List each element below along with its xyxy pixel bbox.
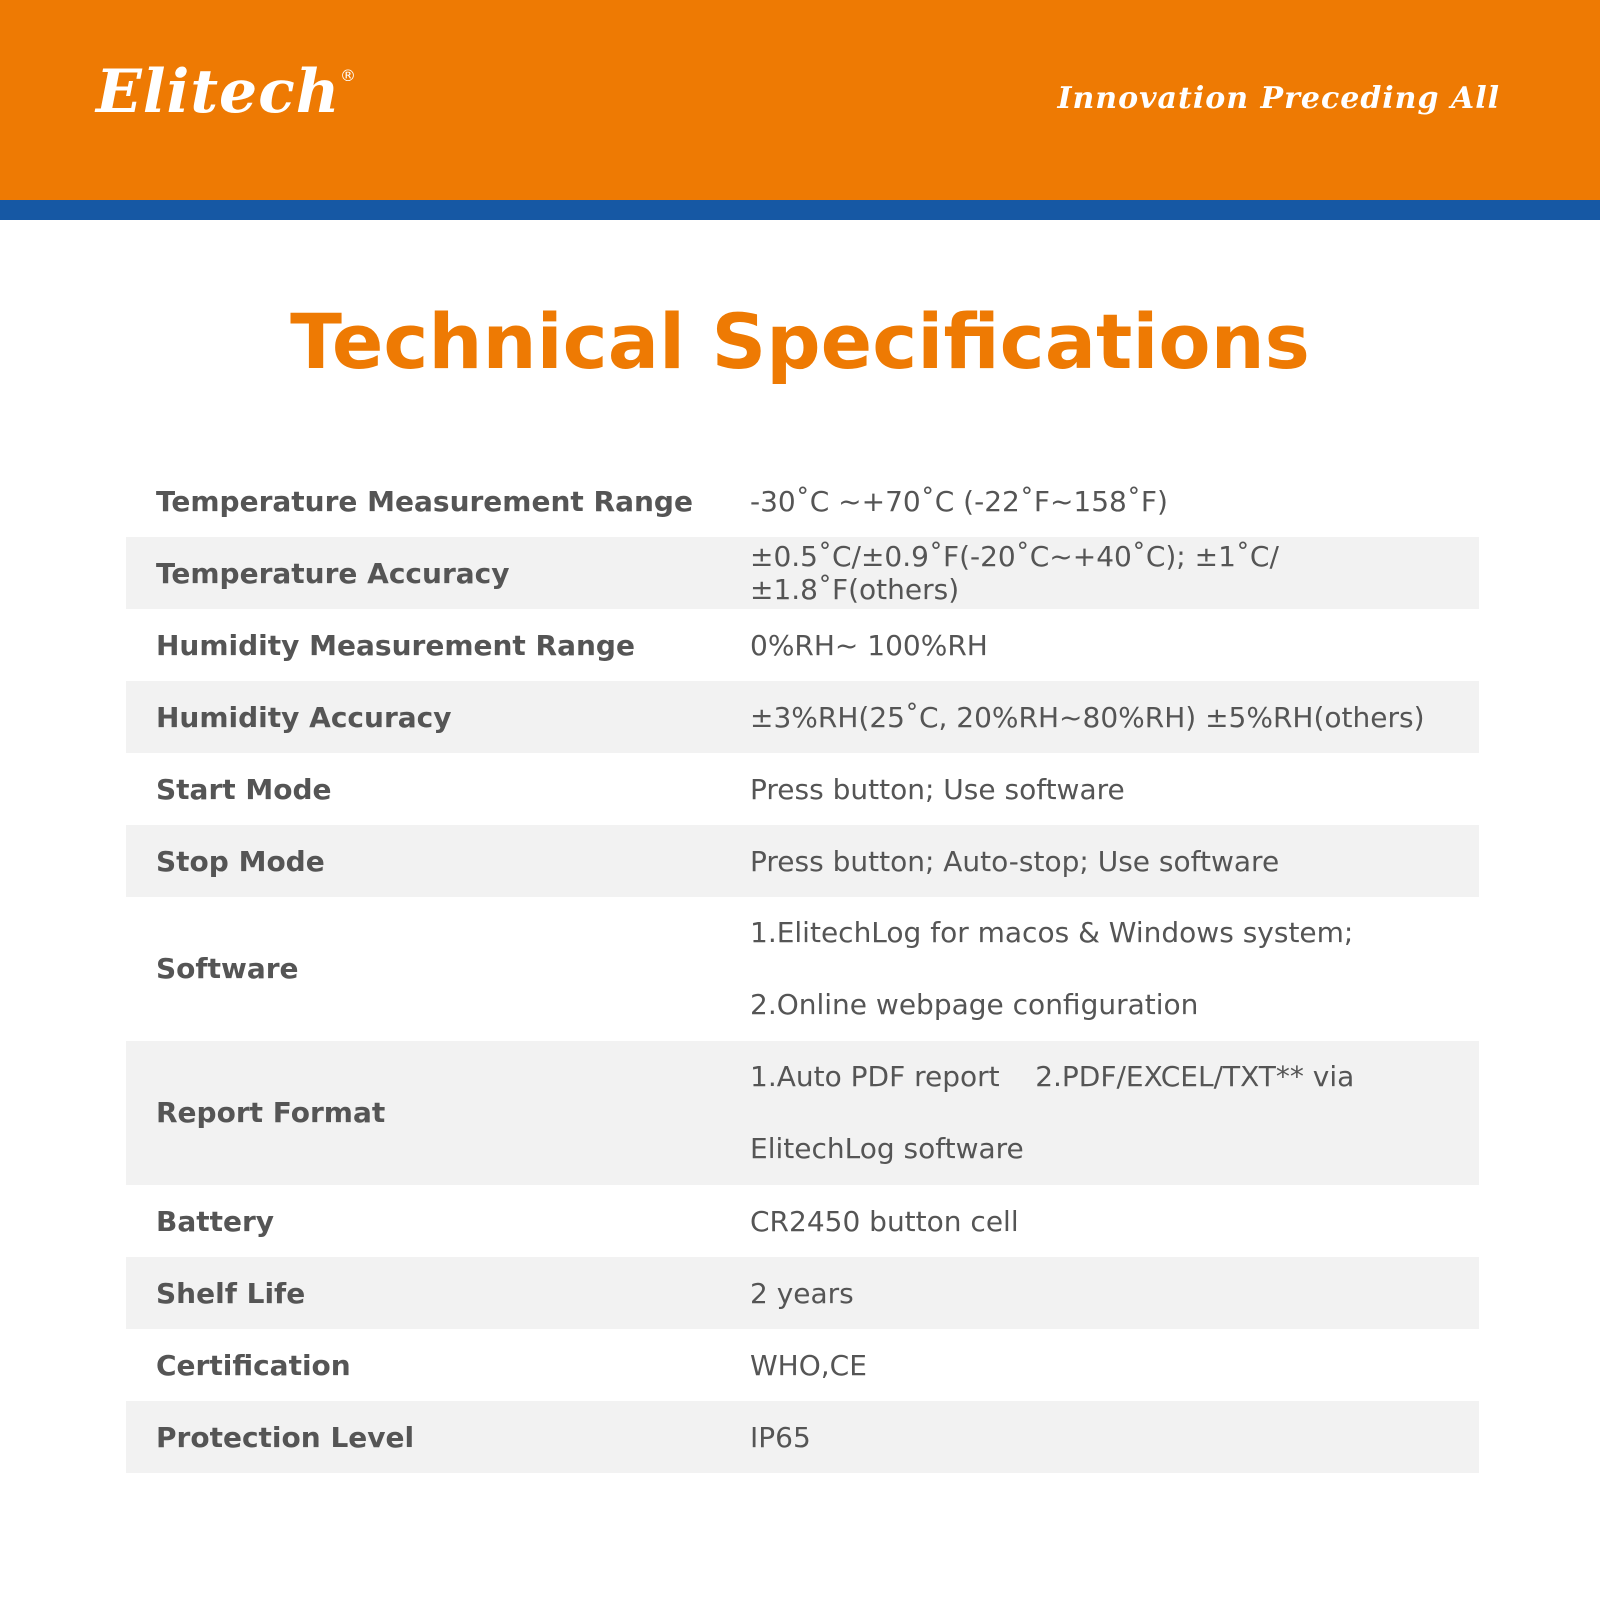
spec-row-report-format [126,1041,1479,1185]
spec-label: Humidity Accuracy [126,681,720,753]
spec-row-temperature-range [126,465,1479,537]
spec-value [720,897,1479,1041]
spec-label: Stop Mode [126,825,720,897]
header-banner [0,0,1600,200]
spec-value: IP65 [720,1401,1479,1473]
spec-value: Press button; Use software [750,772,1125,806]
spec-row-humidity-range [126,609,1479,681]
spec-value [720,1041,1479,1185]
spec-row-certification [126,1329,1479,1401]
spec-label: Report Format [126,1041,720,1185]
spec-row-protection-level [126,1401,1479,1473]
spec-row-battery [126,1185,1479,1257]
spec-value-line: 2.Online webpage configuration [750,988,1199,1021]
spec-value: CR2450 button cell [750,1204,1019,1238]
spec-label: Software [156,952,299,985]
spec-row-shelf-life [126,1257,1479,1329]
page-title: Technical Specifications [290,297,1310,386]
brand-tagline: Innovation Preceding All [1057,81,1500,116]
spec-value: 2 years [720,1257,1479,1329]
brand-logo: Elitech [96,57,341,127]
spec-value: -30˚C ~+70˚C (-22˚F~158˚F) [750,484,1168,518]
spec-value-line: 1.ElitechLog for macos & Windows system; [750,916,1354,949]
spec-label: Certification [156,1348,351,1382]
spec-row-humidity-accuracy [126,681,1479,753]
spec-label: Protection Level [126,1401,720,1473]
spec-row-stop-mode [126,825,1479,897]
spec-label: Humidity Measurement Range [156,628,635,662]
spec-label: Temperature Measurement Range [156,484,693,518]
spec-value-line: ElitechLog software [750,1132,1024,1165]
registered-mark: ® [340,66,356,85]
spec-label: Temperature Accuracy [126,537,720,609]
spec-row-software [126,897,1479,1041]
spec-value: WHO,CE [750,1348,867,1382]
spec-value-line: 1.Auto PDF report 2.PDF/EXCEL/TXT** via [750,1060,1355,1093]
spec-label: Start Mode [156,772,332,806]
spec-value: Press button; Auto-stop; Use software [720,825,1479,897]
spec-value: 0%RH~ 100%RH [750,628,988,662]
spec-label: Shelf Life [126,1257,720,1329]
header-stripe [0,200,1600,220]
spec-row-temperature-accuracy [126,537,1479,609]
spec-value: ±0.5˚C/±0.9˚F(-20˚C~+40˚C); ±1˚C/ ±1.8˚F(others) [720,537,1479,609]
spec-value: ±3%RH(25˚C, 20%RH~80%RH) ±5%RH(others) [720,681,1479,753]
spec-row-start-mode [126,753,1479,825]
spec-label: Battery [156,1204,275,1238]
spec-table [126,465,1479,1473]
